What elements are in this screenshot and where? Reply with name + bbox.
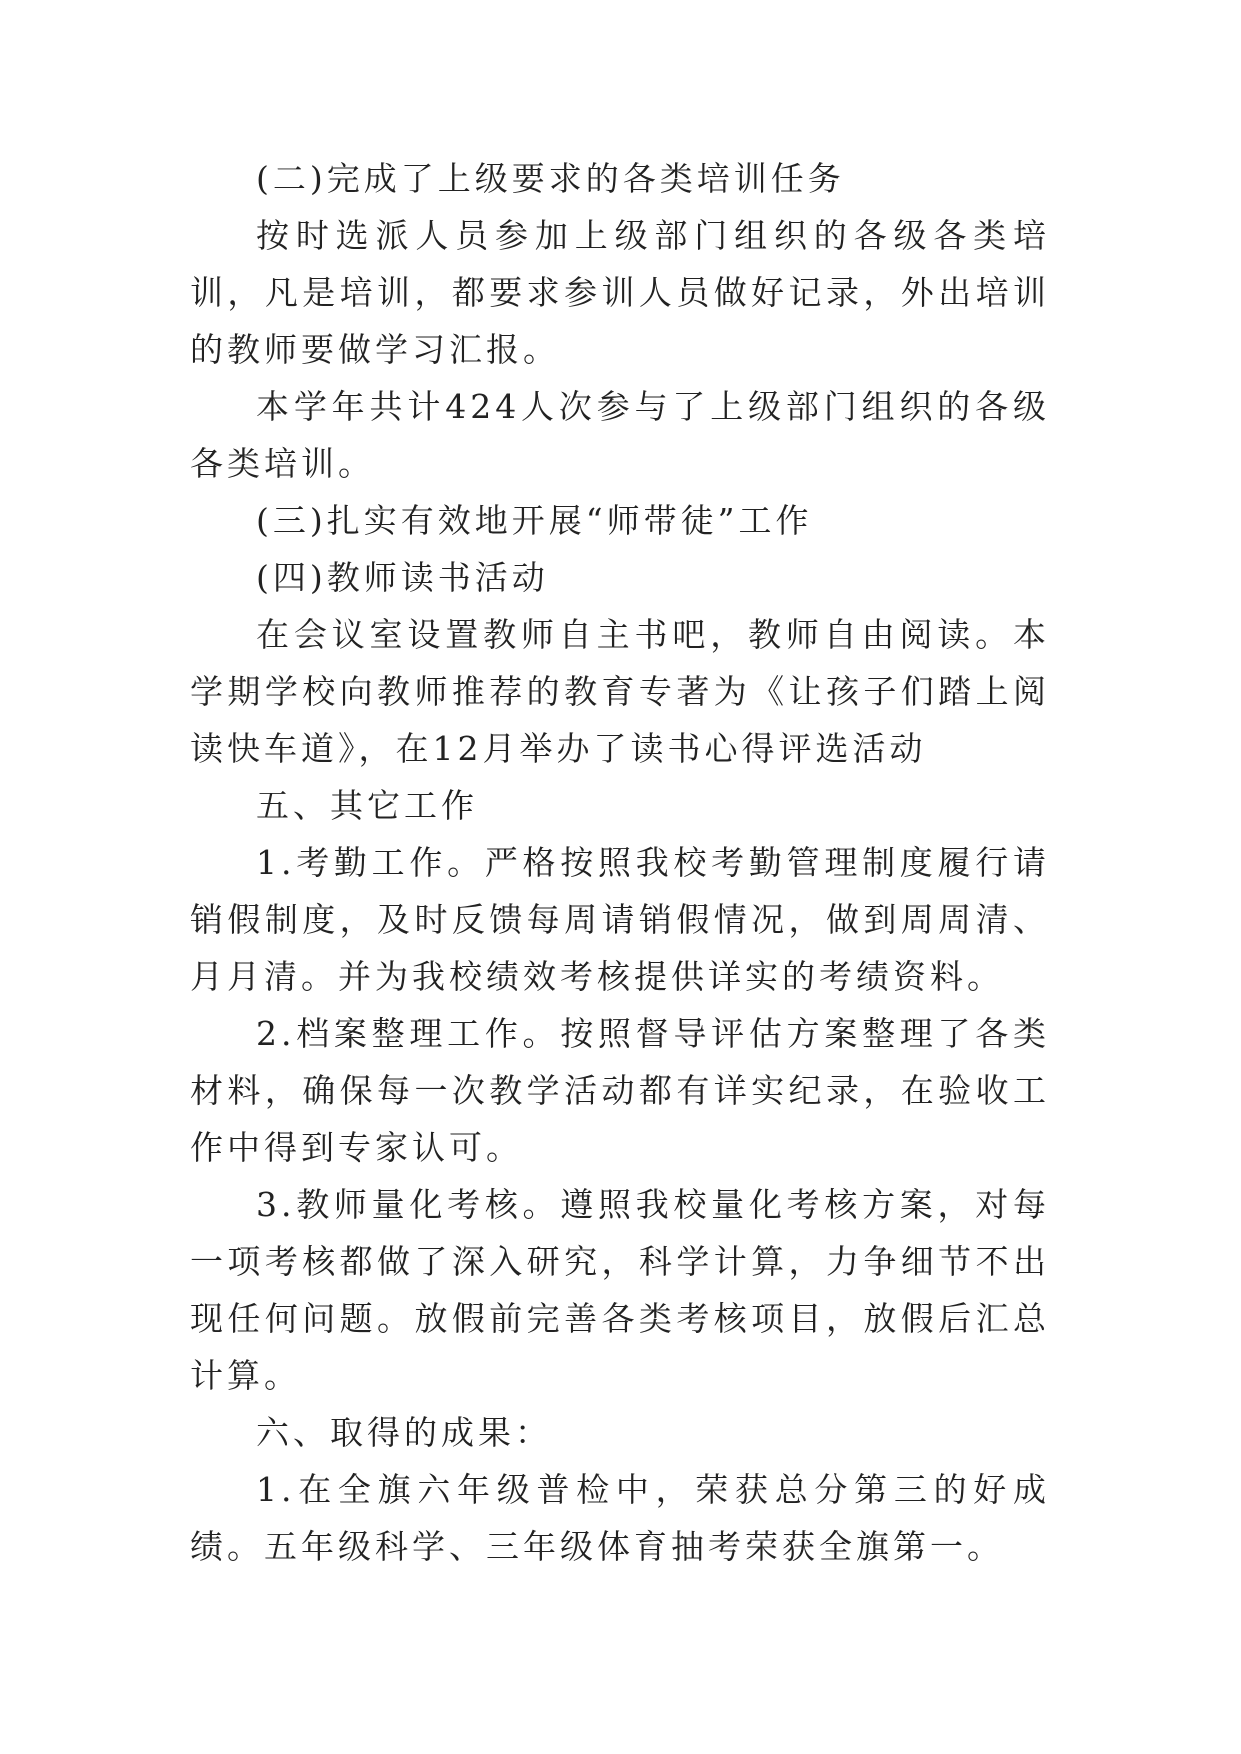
section-heading-achievements: 六、取得的成果： bbox=[256, 1413, 552, 1452]
paragraph-reading-activity: 在会议室设置教师自主书吧，教师自由阅读。本学期学校向教师推荐的教育专著为《让孩子们踏上阅读快车道》，在12月举办了读书心得评选活动 bbox=[190, 615, 1050, 768]
section-heading-training: (二)完成了上级要求的各类培训任务 bbox=[256, 159, 845, 198]
paragraph-training-count: 本学年共计424人次参与了上级部门组织的各级各类培训。 bbox=[190, 387, 1050, 483]
paragraph-assessment: 3.教师量化考核。遵照我校量化考核方案，对每一项考核都做了深入研究，科学计算，力争细节不出现任何问题。放假前完善各类考核项目，放假后汇总计算。 bbox=[190, 1185, 1050, 1395]
paragraph-achievement-1: 1.在全旗六年级普检中，荣获总分第三的好成绩。五年级科学、三年级体育抽考荣获全旗第一。 bbox=[190, 1470, 1050, 1566]
section-heading-mentorship: (三)扎实有效地开展“师带徒”工作 bbox=[256, 501, 813, 540]
paragraph-training-selection: 按时选派人员参加上级部门组织的各级各类培训，凡是培训，都要求参训人员做好记录，外出培训的教师要做学习汇报。 bbox=[190, 216, 1050, 369]
paragraph-attendance: 1.考勤工作。严格按照我校考勤管理制度履行请销假制度，及时反馈每周请销假情况，做到周周清、月月清。并为我校绩效考核提供详实的考绩资料。 bbox=[190, 843, 1050, 996]
document-body bbox=[190, 150, 1050, 1575]
paragraph-archives: 2.档案整理工作。按照督导评估方案整理了各类材料，确保每一次教学活动都有详实纪录，在验收工作中得到专家认可。 bbox=[190, 1014, 1050, 1167]
section-heading-reading: (四)教师读书活动 bbox=[256, 558, 549, 597]
section-heading-other-work: 五、其它工作 bbox=[256, 786, 478, 825]
